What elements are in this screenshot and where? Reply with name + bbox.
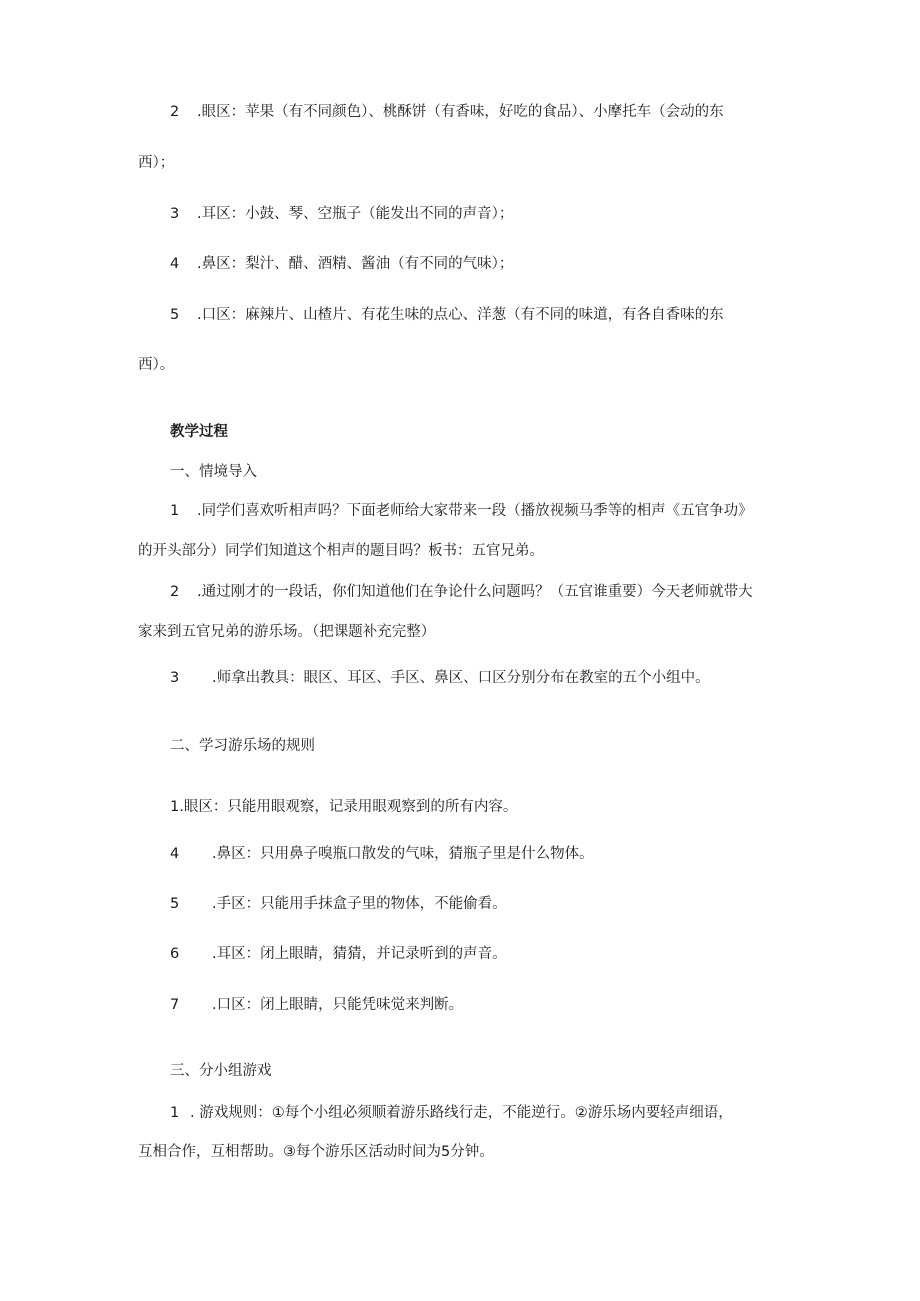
section3-item-1 (170, 1103, 733, 1123)
item-text: .鼻区：梨汁、醋、酒精、酱油（有不同的气味）； (197, 256, 514, 272)
section1-item-2 (170, 582, 753, 602)
material-item-mouth-continuation: 西）。 (138, 357, 175, 373)
item-text: .口区：闭上眼睛，只能凭味觉来判断。 (212, 997, 464, 1013)
material-item-ear (170, 204, 513, 224)
item-number: 1. (170, 799, 184, 815)
item-number: 1 (170, 503, 180, 519)
item-number: 6 (170, 946, 180, 962)
item-text: .耳区：闭上眼睛，猜猜，并记录听到的声音。 (212, 946, 507, 962)
item-text: .同学们喜欢听相声吗？下面老师给大家带来一段（播放视频马季等的相声《五官争功》 (197, 503, 753, 519)
section1-item-2-continuation: 家来到五官兄弟的游乐场。（把课题补充完整） (138, 624, 436, 640)
item-text: .口区：麻辣片、山楂片、有花生味的点心、洋葱（有不同的味道，有各自香味的东 (197, 307, 724, 323)
material-item-nose (170, 254, 513, 274)
section2-title: 二、学习游乐场的规则 (170, 738, 315, 754)
item-number: 7 (170, 997, 180, 1013)
section1-item-1 (170, 501, 753, 521)
item-number: 3 (170, 670, 180, 686)
item-text: .师拿出教具：眼区、耳区、手区、鼻区、口区分别分布在教室的五个小组中。 (212, 670, 710, 686)
section3-item-1-continuation: 互相合作，互相帮助。③每个游乐区活动时间为5分钟。 (138, 1144, 494, 1160)
rule-item-nose (170, 844, 594, 864)
item-number: 5 (170, 307, 180, 323)
section1-item-3 (170, 668, 710, 688)
item-number: 3 (170, 206, 180, 222)
material-item-eye (170, 102, 724, 122)
rule-item-eye (170, 797, 517, 817)
item-number: 5 (170, 896, 180, 912)
item-text: .通过刚才的一段话，你们知道他们在争论什么问题吗？（五官谁重要）今天老师就带大 (197, 584, 753, 600)
section1-item-1-continuation: 的开头部分）同学们知道这个相声的题目吗？板书：五官兄弟。 (138, 543, 544, 559)
section1-title: 一、情境导入 (170, 464, 257, 480)
rule-item-mouth (170, 995, 463, 1015)
item-number: 2 (170, 584, 180, 600)
item-text: 眼区：只能用眼观察，记录用眼观察到的所有内容。 (183, 799, 518, 815)
section-heading: 教学过程 (170, 424, 228, 440)
item-text: .手区：只能用手抹盒子里的物体，不能偷看。 (212, 896, 507, 912)
section3-title: 三、分小组游戏 (170, 1063, 272, 1079)
item-text: . 游戏规则：①每个小组必须顺着游乐路线行走，不能逆行。②游乐场内要轻声细语， (190, 1105, 733, 1121)
item-number: 2 (170, 104, 180, 120)
rule-item-hand (170, 894, 507, 914)
item-number: 4 (170, 256, 180, 272)
item-text: .鼻区：只用鼻子嗅瓶口散发的气味，猜瓶子里是什么物体。 (212, 846, 594, 862)
item-number: 1 (170, 1105, 180, 1121)
material-item-mouth (170, 305, 724, 325)
item-number: 4 (170, 846, 180, 862)
item-text: .眼区：苹果（有不同颜色）、桃酥饼（有香味，好吃的食品）、小摩托车（会动的东 (197, 104, 724, 120)
material-item-eye-continuation: 西）； (138, 155, 175, 171)
item-text: .耳区：小鼓、琴、空瓶子（能发出不同的声音）； (197, 206, 514, 222)
rule-item-ear (170, 944, 507, 964)
